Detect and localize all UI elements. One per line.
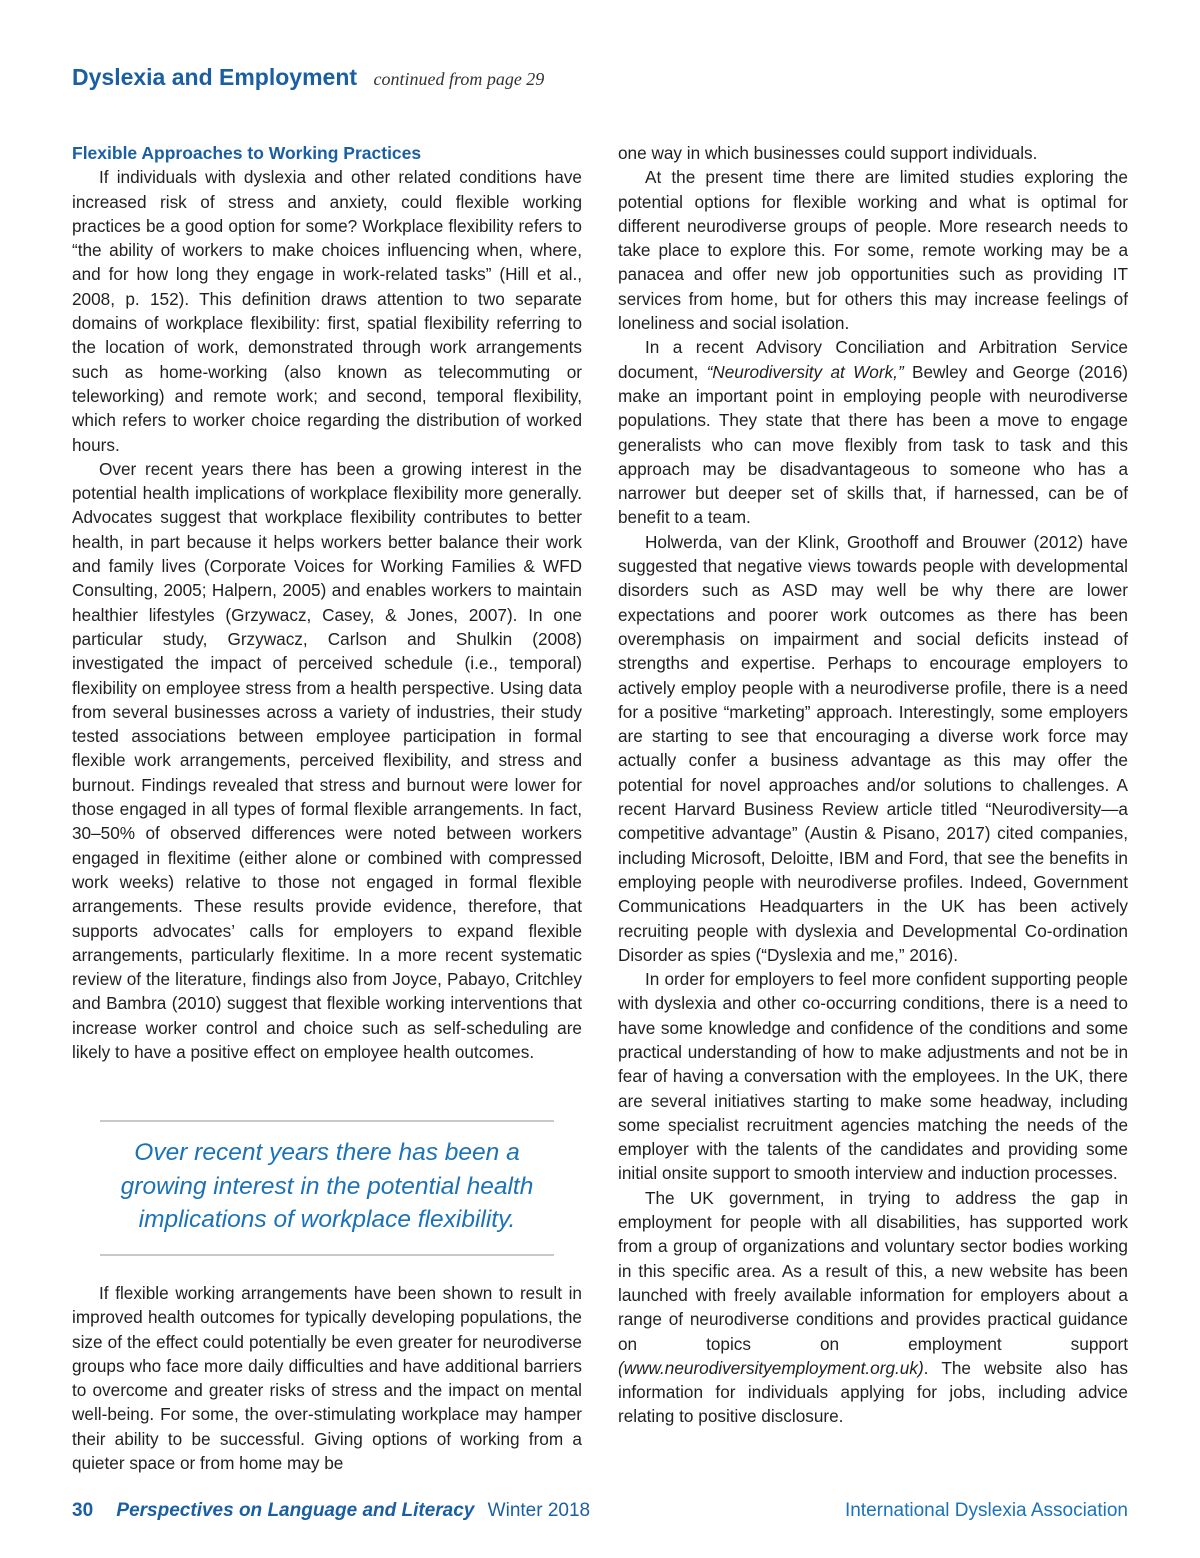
p5-text-before: The UK government, in trying to address the gap in employment for people with all disabilities, has supported work from a group of organizations and voluntary sector bodies working in this specific area. As a result of this, a new website has been launched with freely available information for employers about a range of neurodiverse conditions and provides practical guidance on topics on employment support (618, 1187, 1128, 1354)
journal-name: Perspectives on Language and Literacy (116, 1500, 475, 1521)
section-heading: Flexible Approaches to Working Practices (72, 143, 422, 163)
document-title: “Neurodiversity at Work,” (706, 361, 904, 382)
pull-quote-text: Over recent years there has been a growing interest in the potential health implications of workplace flexibility. (120, 1139, 534, 1233)
right-paragraph-1: At the present time there are limited studies exploring the potential options for flexible working and what is optimal for different neurodiverse groups of people. More research needs to take place to explore this. For some, remote working may be a panacea and offer new job opportunities such as providing IT services from home, but for others this may increase feelings of loneliness and social isolation. (618, 167, 1128, 334)
p5-text-after: . The website also has information for individuals applying for jobs, including advice relating to positive disclosure. (618, 1357, 1128, 1427)
pull-quote (100, 1120, 554, 1256)
page-footer (72, 1500, 1128, 1526)
continued-note: continued from page 29 (373, 69, 545, 89)
running-header (72, 64, 544, 100)
right-paragraph-4: In order for employers to feel more confident supporting people with dyslexia and other co-occurring conditions, there is a need to have some knowledge and confidence of the conditions and some practical understanding of how to make adjustments and not be in fear of having a conversation with the employees. In the UK, there are several initiatives starting to make some headway, including some specialist recruitment agencies matching the needs of the employer with the talents of the candidates and providing some initial onsite support to smooth interview and induction processes. (618, 969, 1128, 1184)
right-column (618, 141, 1128, 1429)
left-column-lower (72, 1281, 582, 1475)
page-number: 30 (72, 1500, 94, 1521)
website-url: (www.neurodiversityemployment.org.uk) (618, 1357, 924, 1378)
right-paragraph-0: one way in which businesses could support individuals. (618, 143, 1038, 163)
p2-text-after: Bewley and George (2016) make an important point in employing people with neurodiverse populations. They state that there has been a move to engage generalists who can move flexibly from task to task and this approach may be disadvantageous to someone who has a narrower but deeper set of skills that, if harnessed, can be of benefit to a team. (618, 361, 1128, 528)
left-paragraph-3: If flexible working arrangements have been shown to result in improved health outcomes for typically developing populations, the size of the effect could potentially be even greater for neurodiverse groups who face more daily difficulties and have additional barriers to overcome and greater risks of stress and the impact on mental well-being. For some, the over-stimulating workplace may hamper their ability to be successful. Giving options of working from a quieter space or from home may be (72, 1283, 582, 1474)
issue-date: Winter 2018 (487, 1500, 591, 1521)
organization-name: International Dyslexia Association (844, 1500, 1128, 1521)
left-column (72, 141, 582, 1064)
right-paragraph-3: Holwerda, van der Klink, Groothoff and Brouwer (2012) have suggested that negative views towards people with developmental disorders such as ASD may well be why there are lower expectations and poorer work outcomes as there has been overemphasis on impairment and social deficits instead of strengths and expertise. Perhaps to encourage employers to actively employ people with a neurodiverse profile, there is a need for a positive “marketing” approach. Interestingly, some employers are starting to see that encouraging a diverse work force may actually confer a business advantage as this may offer the potential for novel approaches and/or solutions to challenges. A recent Harvard Business Review article titled “Neurodiversity—a competitive advantage” (Austin & Pisano, 2017) cited companies, including Microsoft, Deloitte, IBM and Ford, that see the benefits in employing people with neurodiverse profiles. Indeed, Government Communications Headquarters in the UK has been actively recruiting people with dyslexia and Developmental Co-ordination Disorder as spies (“Dyslexia and me,” 2016). (618, 531, 1128, 965)
right-paragraph-5 (618, 1186, 1128, 1429)
article-title: Dyslexia and Employment (72, 64, 358, 90)
right-paragraph-2 (618, 335, 1128, 529)
left-paragraph-1: If individuals with dyslexia and other related conditions have increased risk of stress and anxiety, could flexible working practices be a good option for some? Workplace flexibility refers to “the ability of workers to make choices influencing when, where, and for how long they engage in work-related tasks” (Hill et al., 2008, p. 152). This definition draws attention to two separate domains of workplace flexibility: first, spatial flexibility referring to the location of work, demonstrated through work arrangements such as home-working (also known as telecommuting or teleworking) and remote work; and second, temporal flexibility, which refers to worker choice regarding the distribution of worked hours. (72, 167, 582, 455)
left-paragraph-2: Over recent years there has been a growing interest in the potential health implications of workplace flexibility more generally. Advocates suggest that workplace flexibility contributes to better health, in part because it helps workers better balance their work and family lives (Corporate Voices for Working Families & WFD Consulting, 2005; Halpern, 2005) and enables workers to maintain healthier lifestyles (Grzywacz, Casey, & Jones, 2007). In one particular study, Grzywacz, Carlson and Shulkin (2008) investigated the impact of perceived schedule (i.e., temporal) flexibility on employee stress from a health perspective. Using data from several businesses across a variety of industries, their study tested associations between employee participation in formal flexible work arrangements, perceived flexibility, and stress and burnout. Findings revealed that stress and burnout were lower for those engaged in all types of formal flexible arrangements. In fact, 30–50% of observed differences were noted between workers engaged in flexitime (either alone or combined with compressed work weeks) relative to those not engaged in formal flexible arrangements. These results provide evidence, therefore, that supports advocates’ calls for employers to expand flexible arrangements, particularly flexitime. In a more recent systematic review of the literature, findings also from Joyce, Pabayo, Critchley and Bambra (2010) suggest that flexible working interventions that increase worker control and choice such as self-scheduling are likely to have a positive effect on employee health outcomes. (72, 458, 582, 1062)
p2-text-before: In a recent Advisory Conciliation and Arbitration Service document, (618, 337, 1128, 382)
